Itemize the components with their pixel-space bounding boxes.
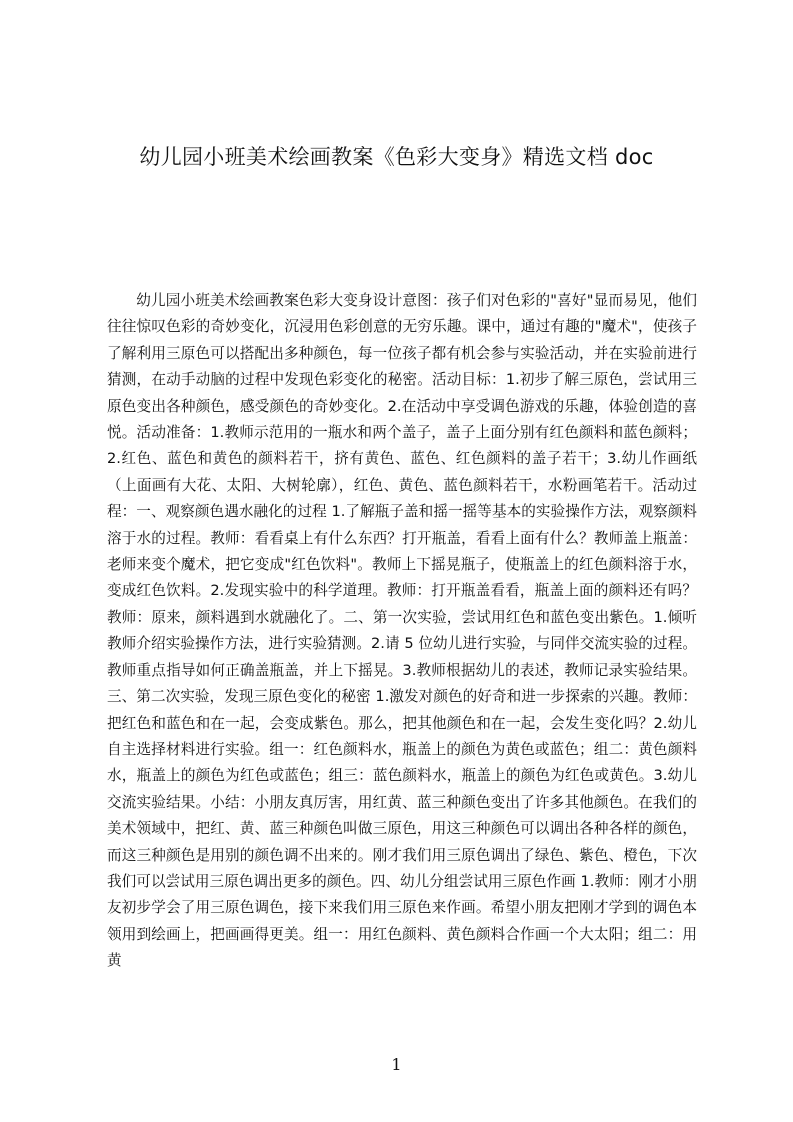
document-body-paragraph: 幼儿园小班美术绘画教案色彩大变身设计意图：孩子们对色彩的"喜好"显而易见，他们往往惊叹色彩的奇妙变化，沉浸用色彩创意的无穷乐趣。课中，通过有趣的"魔术"，使孩子了解利用三原色可以搭配出多种颜色，每一位孩子都有机会参与实验活动，并在实验前进行猜测，在动手动脑的过程中发现色彩变化的秘密。活动目标：1.初步了解三原色，尝试用三原色变出各种颜色，感受颜色的奇妙变化。2.在活动中享受调色游戏的乐趣，体验创造的喜悦。活动准备：1.教师示范用的一瓶水和两个盖子，盖子上面分别有红色颜料和蓝色颜料；2.红色、蓝色和黄色的颜料若干，挤有黄色、蓝色、红色颜料的盖子若干；3.幼儿作画纸（上面画有大花、太阳、大树轮廓），红色、黄色、蓝色颜料若干，水粉画笔若干。活动过程：一、观察颜色遇水融化的过程 1.了解瓶子盖和摇一摇等基本的实验操作方法，观察颜料溶于水的过程。教师：看看桌上有什么东西？打开瓶盖，看看上面有什么？教师盖上瓶盖：老师来变个魔术，把它变成"红色饮料"。教师上下摇晃瓶子，使瓶盖上的红色颜料溶于水，变成红色饮料。2.发现实验中的科学道理。教师：打开瓶盖看看，瓶盖上面的颜料还有吗？教师：原来，颜料遇到水就融化了。二、第一次实验，尝试用红色和蓝色变出紫色。1.倾听教师介绍实验操作方法，进行实验猜测。2.请 5 位幼儿进行实验，与同伴交流实验的过程。教师重点指导如何正确盖瓶盖，并上下摇晃。3.教师根据幼儿的表述，教师记录实验结果。三、第二次实验，发现三原色变化的秘密 1.激发对颜色的好奇和进一步探索的兴趣。教师：把红色和蓝色和在一起，会变成紫色。那么，把其他颜色和在一起，会发生变化吗？2.幼儿自主选择材料进行实验。组一：红色颜料水，瓶盖上的颜色为黄色或蓝色；组二：黄色颜料水，瓶盖上的颜色为红色或蓝色；组三：蓝色颜料水，瓶盖上的颜色为红色或黄色。3.幼儿交流实验结果。小结：小朋友真厉害，用红黄、蓝三种颜色变出了许多其他颜色。在我们的美术领域中，把红、黄、蓝三种颜色叫做三原色，用这三种颜色可以调出各种各样的颜色，而这三种颜色是用别的颜色调不出来的。刚才我们用三原色调出了绿色、紫色、橙色，下次我们可以尝试用三原色调出更多的颜色。四、幼儿分组尝试用三原色作画 1.教师：刚才小朋友初步学会了用三原色调色，接下来我们用三原色来作画。希望小朋友把刚才学到的调色本领用到绘画上，把画画得更美。组一：用红色颜料、黄色颜料合作画一个大太阳；组二：用黄	[107, 292, 697, 970]
page-number: 1	[391, 1055, 402, 1074]
document-title: 幼儿园小班美术绘画教案《色彩大变身》精选文档 doc	[139, 145, 654, 169]
